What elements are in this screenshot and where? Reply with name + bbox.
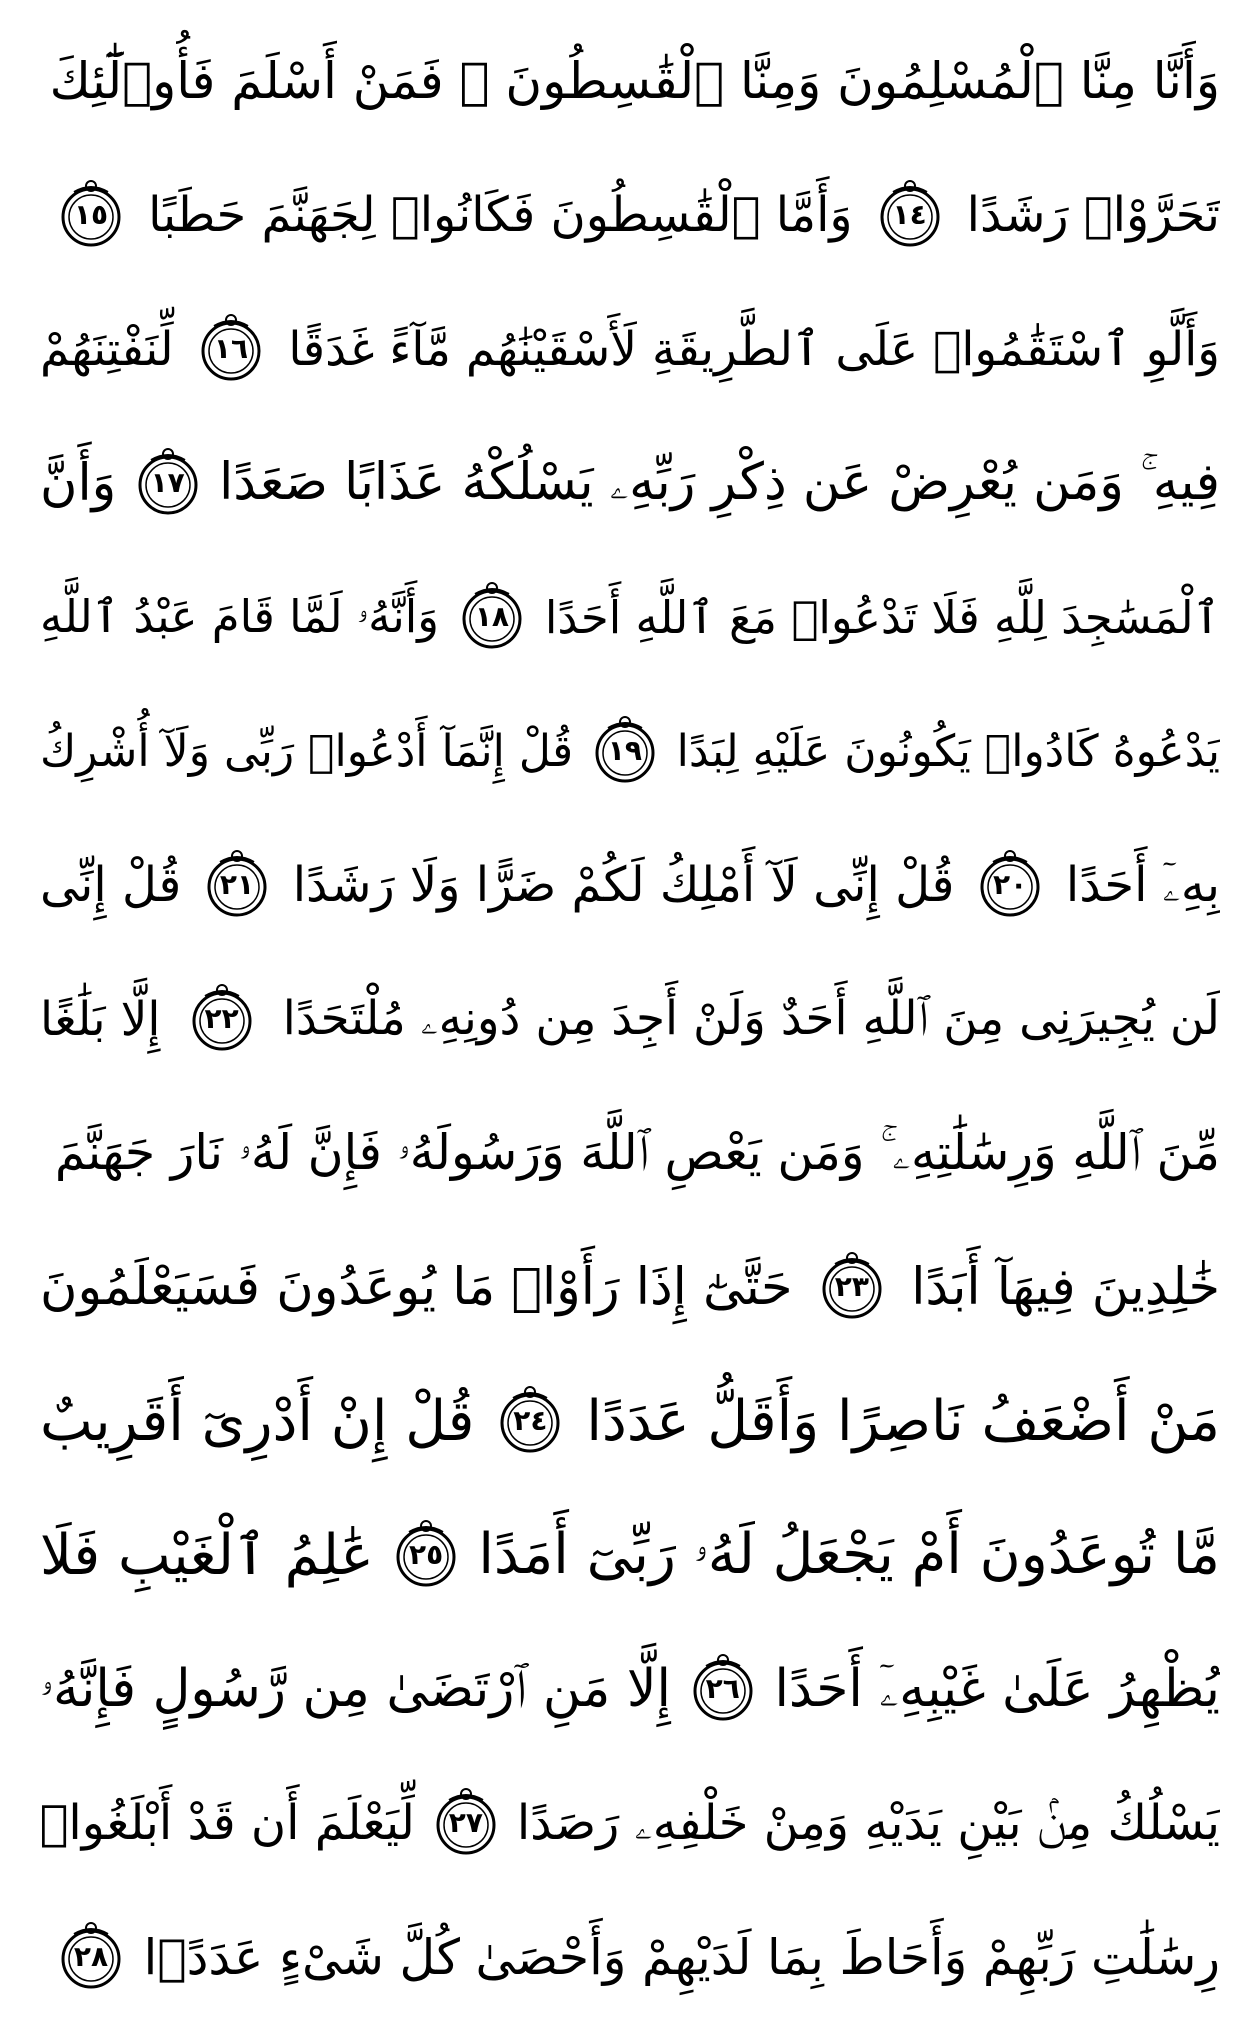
verse-text: وَأَلَّوِ ٱسْتَقَٰمُوا۟ عَلَى ٱلطَّرِيقَةِ لَأَسْقَيْنَٰهُم مَّآءً غَدَقًا — [288, 321, 1220, 377]
verse-text: لِّنَفْتِنَهُمْ — [40, 321, 174, 377]
verse-line — [40, 416, 1220, 550]
verse-text: خَٰلِدِينَ فِيهَآ أَبَدًا — [911, 1257, 1220, 1317]
verse-text: قُلْ إِنِّى لَآ أَمْلِكُ لَكُمْ ضَرًّا وَلَا رَشَدًا — [292, 857, 955, 913]
verse-text: مَنْ أَضْعَفُ نَاصِرًا وَأَقَلُّ عَدَدًا — [586, 1388, 1220, 1454]
verse-text: لَن يُجِيرَنِى مِنَ ٱللَّهِ أَحَدٌ وَلَنْ أَجِدَ مِن دُونِهِۦ مُلْتَحَدًا — [282, 991, 1220, 1046]
verse-line — [40, 14, 1220, 148]
verse-line — [40, 1890, 1220, 2024]
ayah-end-marker-icon — [131, 446, 205, 520]
verse-line — [40, 1488, 1220, 1622]
ayah-end-marker-icon — [973, 848, 1047, 922]
ayah-end-marker-icon — [493, 1384, 567, 1458]
verse-text: يُظْهِرُ عَلَىٰ غَيْبِهِۦٓ أَحَدًا — [774, 1658, 1220, 1719]
ayah-number: ٢٣ — [834, 1270, 869, 1303]
ayah-end-marker-icon — [873, 178, 947, 252]
ayah-number: ١٤ — [892, 198, 927, 231]
verse-line — [40, 1086, 1220, 1220]
ayah-end-marker-icon — [686, 1652, 760, 1726]
ayah-end-marker-icon — [429, 1786, 503, 1860]
ayah-number: ٢١ — [219, 868, 255, 901]
verse-text: فِيهِ ۚ وَمَن يُعْرِضْ عَن ذِكْرِ رَبِّهِۦ يَسْلُكْهُ عَذَابًا صَعَدًا — [219, 453, 1220, 512]
verse-text: مِّنَ ٱللَّهِ وَرِسَٰلَٰتِهِۦ ۚ وَمَن يَعْصِ ٱللَّهَ وَرَسُولَهُۥ فَإِنَّ لَهُۥ نَارَ جَهَنَّمَ — [54, 1124, 1220, 1181]
ayah-end-marker-icon — [455, 580, 529, 654]
ayah-number: ١٧ — [150, 466, 185, 499]
ayah-number: ٢٤ — [513, 1404, 548, 1437]
verse-text: قُلْ إِنَّمَآ أَدْعُوا۟ رَبِّى وَلَآ أُشْرِكُ — [40, 725, 574, 777]
verse-line — [40, 952, 1220, 1086]
verse-text: وَأَنَّ — [40, 453, 117, 513]
verse-text: بِهِۦٓ أَحَدًا — [1065, 856, 1220, 913]
verse-line — [40, 818, 1220, 952]
ayah-end-marker-icon — [815, 1250, 889, 1324]
verse-text: قُلْ إِنْ أَدْرِىٓ أَقَرِيبٌ — [40, 1388, 475, 1454]
verse-text: قُلْ إِنِّى — [40, 857, 182, 913]
verse-line — [40, 1622, 1220, 1756]
ayah-end-marker-icon — [54, 178, 128, 252]
ayah-number: ١٨ — [474, 600, 510, 633]
ayah-end-marker-icon — [389, 1518, 463, 1592]
verse-line — [40, 282, 1220, 416]
ayah-number: ٢٨ — [73, 1940, 109, 1973]
ayah-end-marker-icon — [54, 1920, 128, 1994]
verse-line — [40, 684, 1220, 818]
verse-text: مَّا تُوعَدُونَ أَمْ يَجْعَلُ لَهُۥ رَبِّىٓ أَمَدًا — [478, 1522, 1220, 1587]
ayah-end-marker-icon — [194, 312, 268, 386]
verse-text: لِّيَعْلَمَ أَن قَدْ أَبْلَغُوا۟ — [40, 1795, 415, 1851]
verse-line — [40, 550, 1220, 684]
verse-text: وَأَنَّا مِنَّا ٱلْمُسْلِمُونَ وَمِنَّا ٱلْقَٰسِطُونَ ۖ فَمَنْ أَسْلَمَ فَأُو۟لَٰٓئِكَ — [49, 52, 1220, 110]
ayah-number: ٢٥ — [408, 1538, 444, 1571]
ayah-number: ١٦ — [213, 332, 249, 365]
verse-text: يَدْعُوهُ كَادُوا۟ يَكُونُونَ عَلَيْهِ لِبَدًا — [676, 725, 1220, 777]
ayah-number: ٢٠ — [993, 868, 1028, 901]
ayah-number: ١٩ — [607, 734, 642, 767]
verse-text: يَسْلُكُ مِنۢ بَيْنِ يَدَيْهِ وَمِنْ خَلْفِهِۦ رَصَدًا — [516, 1794, 1220, 1851]
verse-text: ٱلْمَسَٰجِدَ لِلَّهِ فَلَا تَدْعُوا۟ مَعَ ٱللَّهِ أَحَدًا — [544, 590, 1220, 644]
verse-text: عَٰلِمُ ٱلْغَيْبِ فَلَا — [40, 1522, 374, 1588]
verse-line — [40, 1220, 1220, 1354]
ayah-end-marker-icon — [200, 848, 274, 922]
verse-line — [40, 1756, 1220, 1890]
verse-text: إِلَّا مَنِ ٱرْتَضَىٰ مِن رَّسُولٍ فَإِنَّهُۥ — [40, 1658, 671, 1719]
verse-text: وَأَمَّا ٱلْقَٰسِطُونَ فَكَانُوا۟ لِجَهَنَّمَ حَطَبًا — [148, 187, 853, 243]
verse-line — [40, 1354, 1220, 1488]
verse-text: إِلَّا بَلَٰغًا — [40, 991, 161, 1047]
ayah-number: ٢٢ — [204, 1002, 239, 1035]
ayah-end-marker-icon — [185, 982, 259, 1056]
verse-text: تَحَرَّوْا۟ رَشَدًا — [966, 187, 1220, 243]
verse-line — [40, 148, 1220, 282]
verse-text: حَتَّىٰٓ إِذَا رَأَوْا۟ مَا يُوعَدُونَ فَسَيَعْلَمُونَ — [40, 1257, 793, 1317]
ayah-number: ٢٧ — [448, 1806, 483, 1839]
ayah-number: ١٥ — [73, 198, 109, 231]
ayah-end-marker-icon — [588, 714, 662, 788]
verse-text: وَأَنَّهُۥ لَمَّا قَامَ عَبْدُ ٱللَّهِ — [40, 590, 440, 643]
verse-text: رِسَٰلَٰتِ رَبِّهِمْ وَأَحَاطَ بِمَا لَدَيْهِمْ وَأَحْصَىٰ كُلَّ شَىْءٍ عَدَدًۢا — [143, 1928, 1220, 1986]
mushaf-page — [40, 14, 1220, 2024]
ayah-number: ٢٦ — [705, 1672, 740, 1705]
